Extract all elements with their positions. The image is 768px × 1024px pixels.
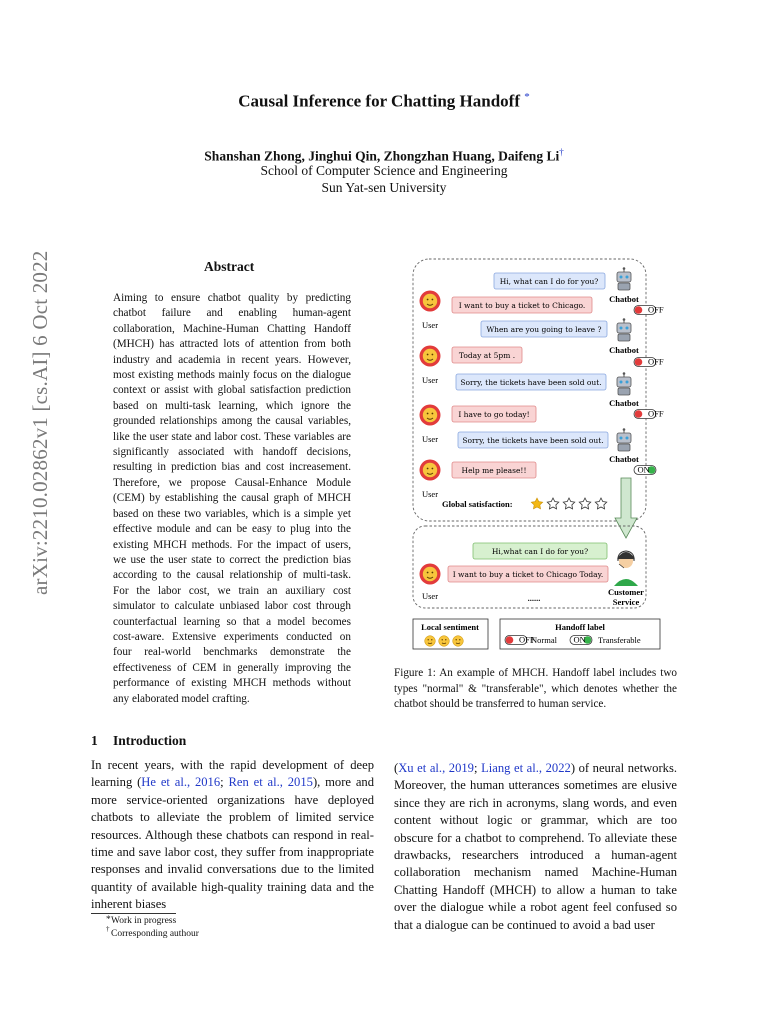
toggle-off-text-2: OFF — [648, 356, 664, 367]
user-label-3: User — [421, 434, 439, 444]
robot-icon — [617, 428, 631, 451]
paper-title — [0, 91, 768, 112]
star-empty-icon — [563, 498, 574, 509]
customer-service-label-2: Service — [612, 597, 640, 607]
user-avatar-icon — [420, 405, 441, 426]
user-text-3: I have to go today! — [458, 410, 530, 419]
legend-on-text: ON — [573, 634, 586, 645]
star-empty-icon — [595, 498, 606, 509]
customer-service-agent-icon — [614, 551, 638, 586]
star-filled-icon — [531, 498, 542, 509]
handoff-arrow-icon — [615, 478, 637, 538]
user-avatar-icon — [420, 564, 441, 585]
citation-liang-2022[interactable]: Liang et al., 2022 — [481, 761, 571, 775]
user-text-4: Help me please!! — [461, 466, 527, 475]
citation-xu-2019[interactable]: Xu et al., 2019 — [398, 761, 474, 775]
introduction-paragraph: In recent years, with the rapid development of deep learning (He et al., 2016; Ren et al., 2015), more and more service-oriented organizations have deployed chatbots to alleviate the problem of limited service resources. Although these chatbots can respond in real-time and save labor cost, they suffer from inappropriate responses and invalid conversations due to the limited quantity of available high-quality training data and the inherent biases — [91, 758, 375, 912]
right-column-paragraph: (Xu et al., 2019; Liang et al., 2022) of neural networks. Moreover, the human utterances sometimes are elusive since they are rich in acronyms, slang words, and even content without logic or grammar, which are too obscure for a chatbot to comprehend. To alleviate these drawbacks, researchers introduced a human-agent collaboration mechanism named Machine-Human Chatting Handoff (MHCH) to allow a human to take over the dialogue while a robot agent feel confused so that a dialogue can be continued to avoid a bad user — [394, 761, 678, 932]
legend-normal-text: Normal — [531, 635, 557, 645]
legend-transferable-text: Transferable — [598, 635, 641, 645]
toggle-off-text-3: OFF — [648, 408, 664, 419]
chatbot-text-2: When are you going to leave ? — [486, 325, 602, 334]
smiley-icon — [453, 636, 464, 647]
global-satisfaction-label: Global satisfaction: — [442, 499, 513, 509]
abstract-body: Aiming to ensure chatbot quality by predicting chatbot failure and enabling human-agent collaboration, Machine-Human Chatting Handoff (MHCH) has attracted lots of attention from both industry and academia in recent years. However, most existing methods mainly focus on the dialogue context or assist with global satisfaction prediction based on multi-task learning, which ignore the grounded relationships among the causal variables, like the user state and labor cost. These variables are significantly associated with handoff decisions, resulting in prediction bias and cost increasement. Therefore, we propose Causal-Enhance Module (CEM) by establishing the causal graph of MHCH based on these two variables, which is a simple yet effective module and can be easy to plug into the existing MHCH methods. For the impact of users, we use the user state to correct the prediction bias according to the causal relationship of multi-task. For the labor cost, we train an auxiliary cost simulator to calculate unbiased labor cost through counterfactual learning so that a model becomes cost-aware. Extensive experiments conducted on four real-world benchmarks demonstrate the effectiveness of CEM in generally improving the performance of existing MHCH methods without any elaborated model crafting. — [113, 292, 351, 705]
user-label-2: User — [421, 375, 439, 385]
affiliation-line-1: School of Computer Science and Engineering — [260, 163, 508, 178]
abstract-heading: Abstract — [204, 259, 255, 274]
user-avatar-icon — [420, 291, 441, 312]
smiley-icon — [425, 636, 436, 647]
chatbot-text-1: Hi, what can I do for you? — [499, 277, 599, 286]
chatbot-label-1: Chatbot — [609, 294, 639, 304]
chatbot-text-4: Sorry, the tickets have been sold out. — [462, 436, 604, 445]
robot-icon — [617, 318, 631, 341]
robot-icon — [617, 372, 631, 395]
customer-service-label-1: Customer — [608, 587, 644, 597]
chatbot-text-3: Sorry, the tickets have been sold out. — [460, 378, 602, 387]
user-text-5: I want to buy a ticket to Chicago Today. — [452, 570, 604, 579]
user-avatar-icon — [420, 346, 441, 367]
footnote-rule — [91, 913, 176, 914]
footnote-mark-2: † — [106, 925, 110, 933]
smiley-icon — [439, 636, 450, 647]
figure-1-caption: Figure 1: An example of MHCH. Handoff label includes two types "normal" & "transferable", which denotes whether the chatbot should be transferred to human service. — [394, 667, 677, 711]
toggle-off-text-1: OFF — [648, 304, 664, 315]
title-text: Causal Inference for Chatting Handoff — [238, 91, 520, 111]
user-label-4: User — [421, 489, 439, 499]
footnote-mark-1: * — [106, 915, 111, 925]
section-title: Introduction — [113, 733, 187, 748]
legend-off-text: OFF — [519, 634, 535, 645]
section-number: 1 — [91, 733, 98, 748]
chatbot-label-4: Chatbot — [609, 454, 639, 464]
user-avatar-icon — [420, 460, 441, 481]
author-footnote-mark[interactable]: † — [559, 147, 564, 157]
user-text-2: Today at 5pm . — [458, 351, 516, 360]
section-heading-introduction — [91, 733, 186, 749]
title-footnote-mark[interactable]: * — [524, 91, 530, 103]
user-text-1: I want to buy a ticket to Chicago. — [458, 301, 586, 310]
footnote-work-in-progress: Work in progress — [111, 916, 177, 926]
robot-icon — [617, 267, 631, 290]
arxiv-identifier: arXiv:2210.02862v1 [cs.AI] 6 Oct 2022 — [28, 250, 52, 595]
legend-sentiment-title: Local sentiment — [421, 622, 479, 632]
star-empty-icon — [547, 498, 558, 509]
chatbot-label-3: Chatbot — [609, 398, 639, 408]
citation-he-2016[interactable]: He et al., 2016 — [141, 775, 221, 790]
dialogue-ellipsis: ...... — [527, 593, 541, 603]
toggle-on-text: ON — [637, 464, 650, 475]
user-label-5: User — [421, 591, 439, 601]
legend-handoff-title: Handoff label — [555, 622, 605, 632]
agent-text: Hi,what can I do for you? — [491, 547, 589, 556]
figure-1-mhch-example — [408, 256, 668, 651]
chatbot-label-2: Chatbot — [609, 345, 639, 355]
star-empty-icon — [579, 498, 590, 509]
user-label-1: User — [421, 320, 439, 330]
authors-text: Shanshan Zhong, Jinghui Qin, Zhongzhan Huang, Daifeng Li — [204, 148, 560, 164]
footnote-corresponding-author: Corresponding authour — [111, 929, 199, 939]
author-list — [0, 147, 768, 165]
citation-ren-2015[interactable]: Ren et al., 2015 — [228, 775, 313, 790]
affiliation-line-2: Sun Yat-sen University — [321, 180, 447, 195]
